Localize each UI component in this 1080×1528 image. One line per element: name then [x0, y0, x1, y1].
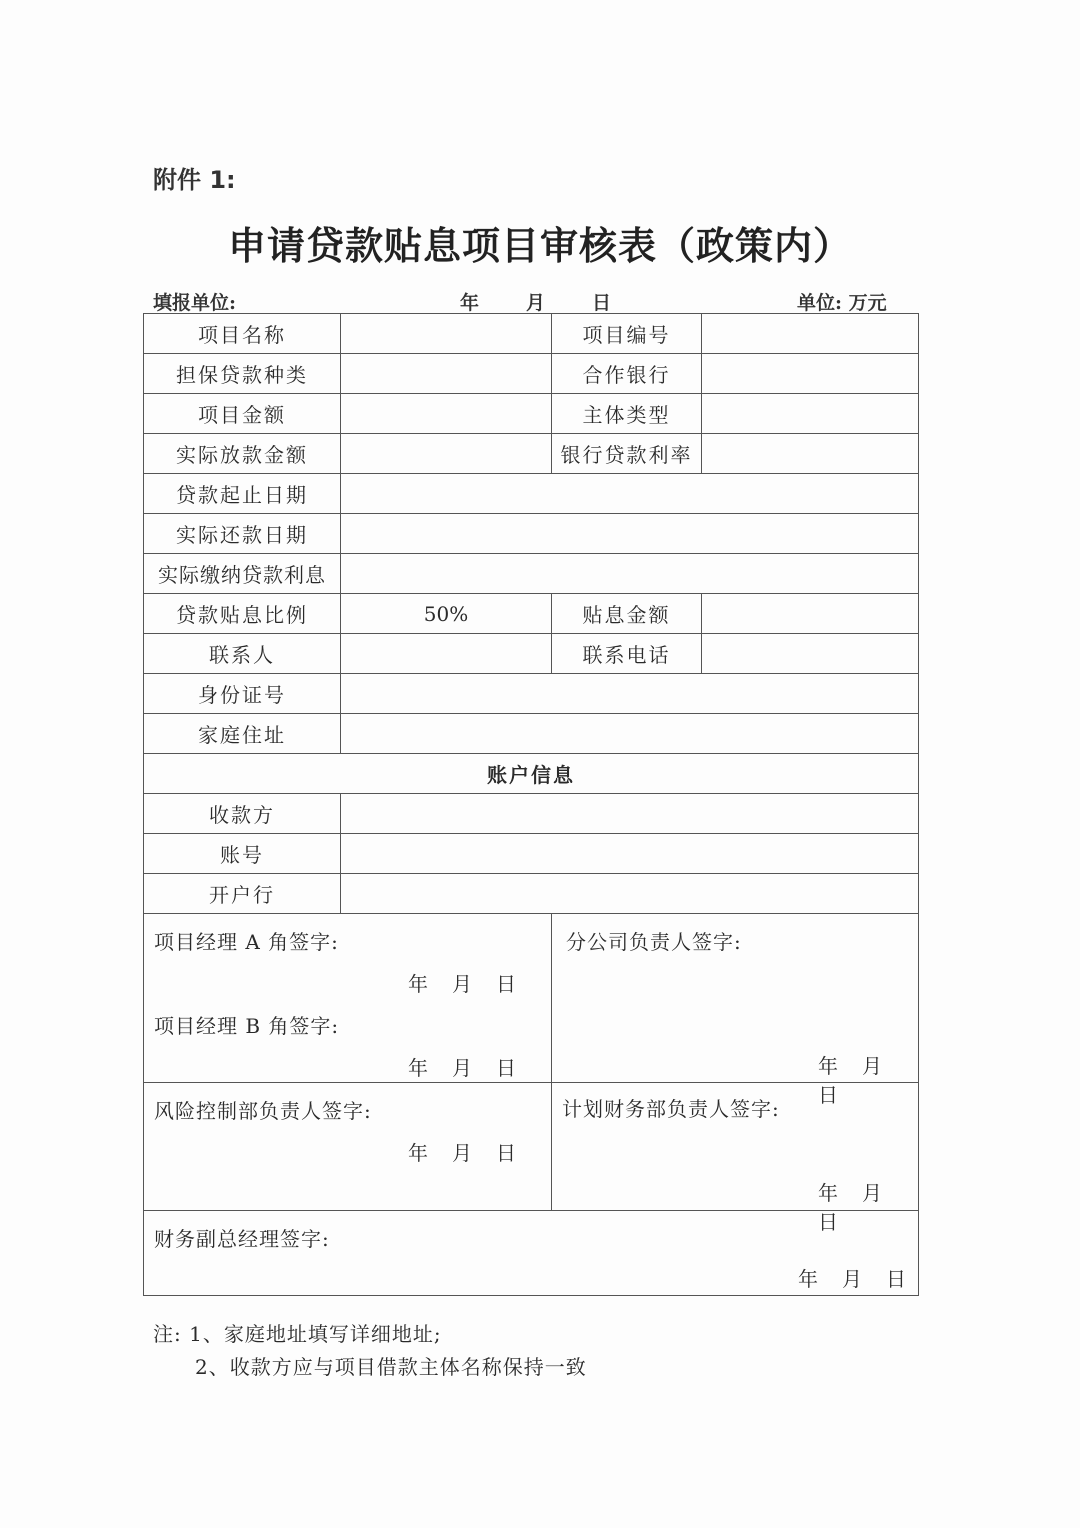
guarantee-type-field[interactable]	[341, 354, 552, 394]
table-row	[144, 714, 919, 754]
entity-type-label: 主体类型	[552, 394, 702, 434]
bank-label: 开户行	[144, 874, 341, 914]
contact-field[interactable]	[341, 634, 552, 674]
bank-rate-label: 银行贷款利率	[552, 434, 702, 474]
table-row	[144, 1211, 919, 1296]
project-no-field[interactable]	[702, 314, 919, 354]
table-row	[144, 794, 919, 834]
review-form-table	[143, 313, 919, 1296]
risk-head-signature-date: 年 月 日	[408, 1141, 516, 1165]
table-row	[144, 634, 919, 674]
header-date-year: 年	[460, 292, 480, 314]
table-row	[144, 474, 919, 514]
attachment-label: 附件 1:	[153, 166, 236, 194]
deputy-gm-signature-cell[interactable]	[144, 1211, 919, 1296]
subsidy-amount-label: 贴息金额	[552, 594, 702, 634]
phone-label: 联系电话	[552, 634, 702, 674]
table-row	[144, 394, 919, 434]
risk-head-signature-label: 风险控制部负责人签字:	[154, 1099, 372, 1123]
finance-head-signature-cell[interactable]	[552, 1083, 919, 1234]
pm-b-signature-label: 项目经理 B 角签字:	[154, 1014, 340, 1038]
branch-head-signature-cell[interactable]	[552, 914, 919, 1107]
table-row	[144, 834, 919, 874]
id-no-field[interactable]	[341, 674, 919, 714]
note-item: 注: 1、家庭地址填写详细地址;	[153, 1322, 442, 1346]
branch-head-signature-label: 分公司负责人签字:	[566, 930, 742, 954]
table-row	[144, 434, 919, 474]
notes	[153, 1318, 587, 1384]
table-row	[144, 914, 919, 1083]
table-row	[144, 314, 919, 354]
project-name-label: 项目名称	[144, 314, 341, 354]
finance-head-signature-date: 年 月日	[818, 1181, 882, 1234]
repay-date-label: 实际还款日期	[144, 514, 341, 554]
table-row	[144, 354, 919, 394]
interest-paid-label: 实际缴纳贷款利息	[144, 554, 341, 594]
table-row	[144, 554, 919, 594]
partner-bank-label: 合作银行	[552, 354, 702, 394]
table-row	[144, 674, 919, 714]
address-label: 家庭住址	[144, 714, 341, 754]
phone-field[interactable]	[702, 634, 919, 674]
project-no-label: 项目编号	[552, 314, 702, 354]
payee-label: 收款方	[144, 794, 341, 834]
header-date-day: 日	[592, 292, 612, 314]
pm-a-signature-label: 项目经理 A 角签字:	[154, 930, 339, 954]
branch-head-signature-date: 年 月日	[818, 1054, 882, 1107]
table-row	[144, 1083, 919, 1211]
fill-unit-label: 填报单位:	[153, 292, 237, 314]
form-title: 申请贷款贴息项目审核表（政策内）	[227, 224, 852, 268]
table-row	[144, 514, 919, 554]
project-amount-field[interactable]	[341, 394, 552, 434]
project-name-field[interactable]	[341, 314, 552, 354]
interest-paid-field[interactable]	[341, 554, 919, 594]
pm-a-signature-date: 年 月 日	[408, 972, 516, 996]
bank-field[interactable]	[341, 874, 919, 914]
table-row	[144, 874, 919, 914]
id-no-label: 身份证号	[144, 674, 341, 714]
actual-disbursed-label: 实际放款金额	[144, 434, 341, 474]
unit-label: 单位: 万元	[797, 292, 887, 314]
project-amount-label: 项目金额	[144, 394, 341, 434]
subsidy-ratio-label: 贷款贴息比例	[144, 594, 341, 634]
account-no-field[interactable]	[341, 834, 919, 874]
actual-disbursed-field[interactable]	[341, 434, 552, 474]
header-date-month: 月	[526, 292, 546, 314]
address-field[interactable]	[341, 714, 919, 754]
finance-head-signature-label: 计划财务部负责人签字:	[562, 1097, 780, 1121]
repay-date-field[interactable]	[341, 514, 919, 554]
table-row	[144, 594, 919, 634]
account-no-label: 账号	[144, 834, 341, 874]
bank-rate-field[interactable]	[702, 434, 919, 474]
subsidy-amount-field[interactable]	[702, 594, 919, 634]
note-item: 2、收款方应与项目借款主体名称保持一致	[195, 1355, 587, 1379]
deputy-gm-signature-label: 财务副总经理签字:	[154, 1227, 330, 1251]
loan-period-label: 贷款起止日期	[144, 474, 341, 514]
subsidy-ratio-value[interactable]: 50%	[341, 594, 552, 634]
loan-period-field[interactable]	[341, 474, 919, 514]
deputy-gm-signature-date: 年 月 日	[798, 1267, 906, 1291]
table-row	[144, 754, 919, 794]
entity-type-field[interactable]	[702, 394, 919, 434]
pm-signature-cell[interactable]	[144, 914, 552, 1083]
guarantee-type-label: 担保贷款种类	[144, 354, 341, 394]
account-section-title: 账户信息	[144, 754, 919, 794]
pm-b-signature-date: 年 月 日	[408, 1056, 516, 1080]
partner-bank-field[interactable]	[702, 354, 919, 394]
contact-label: 联系人	[144, 634, 341, 674]
payee-field[interactable]	[341, 794, 919, 834]
risk-head-signature-cell[interactable]	[144, 1083, 552, 1211]
